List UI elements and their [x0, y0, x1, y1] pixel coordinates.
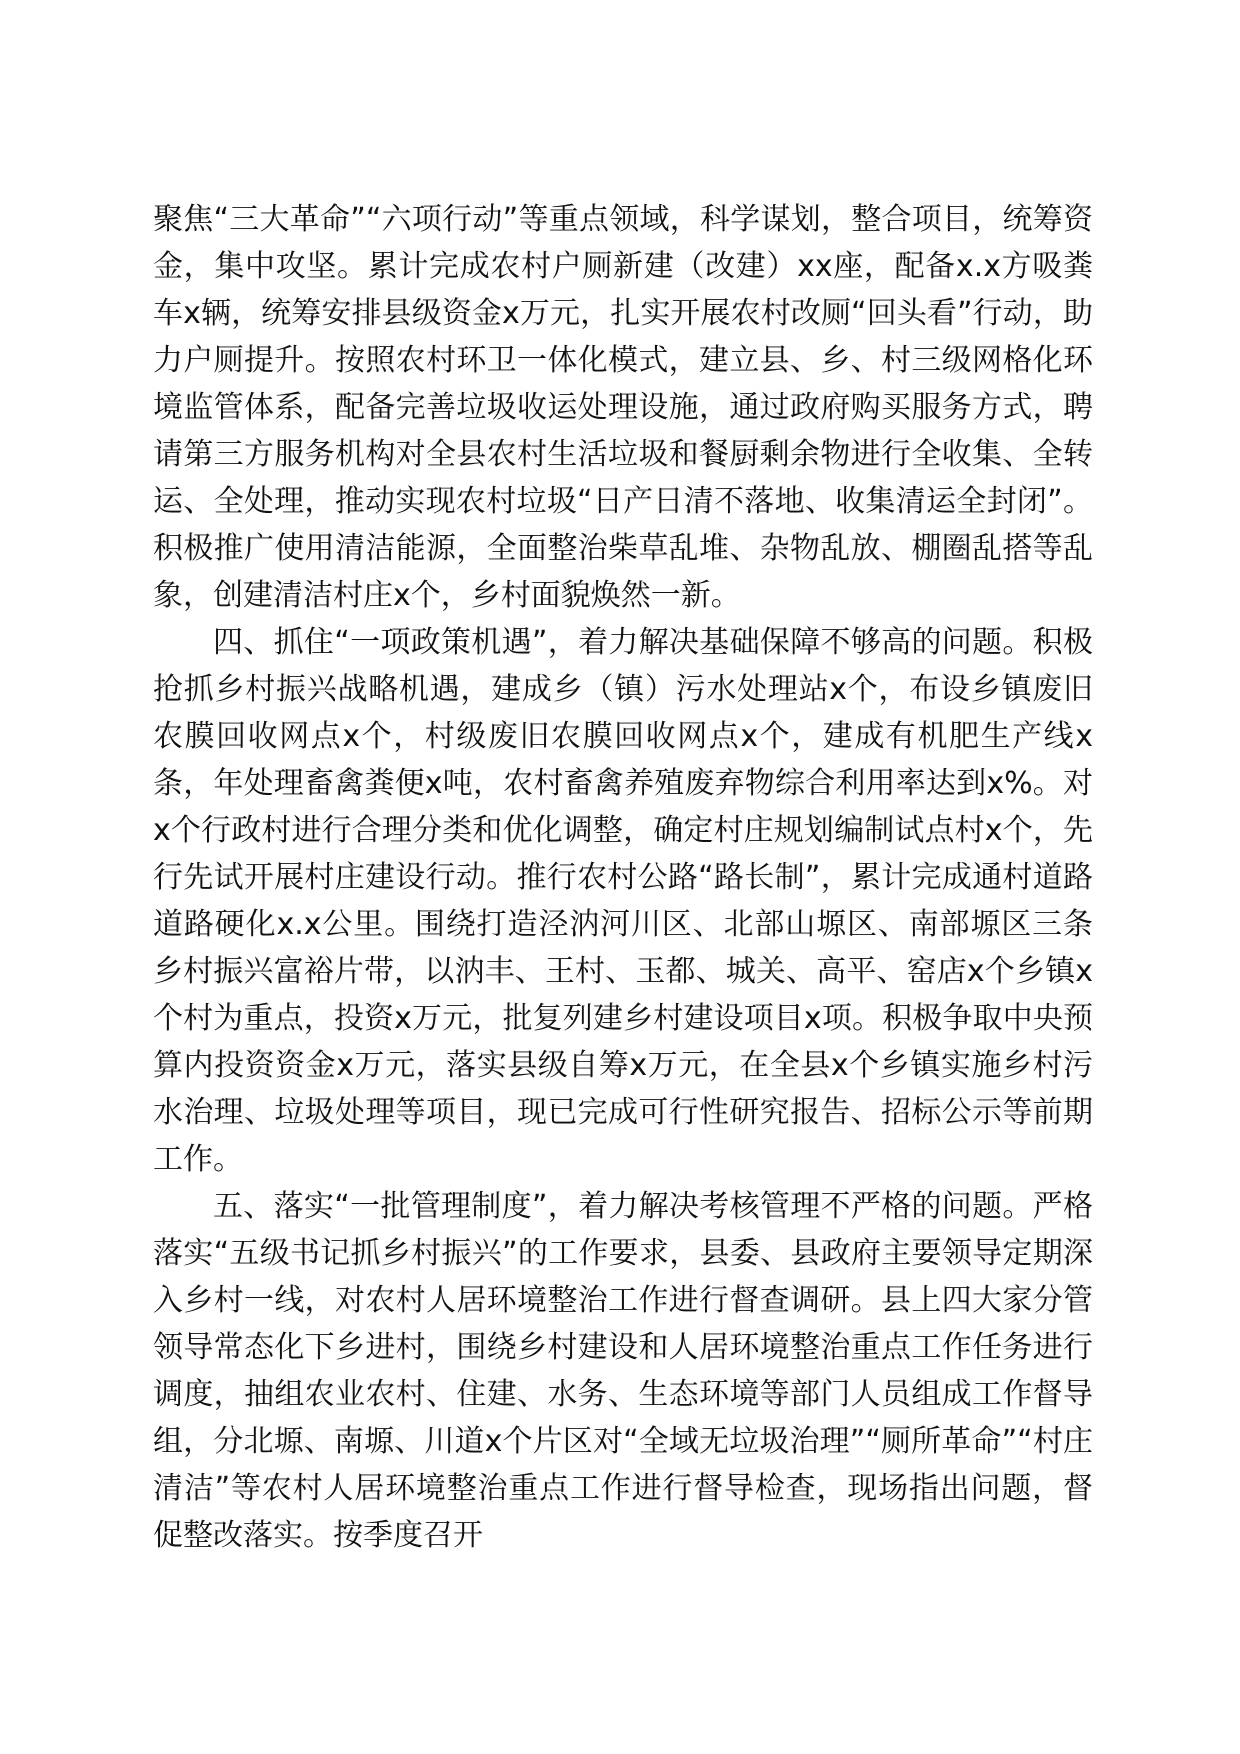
paragraph-section-five: 五、落实“一批管理制度”，着力解决考核管理不严格的问题。严格落实“五级书记抓乡村振兴”的工作要求，县委、县政府主要领导定期深入乡村一线，对农村人居环境整治工作进行督查调研。县上四大家分管领导常态化下乡进村，围绕乡村建设和人居环境整治重点工作任务进行调度，抽组农业农村、住建、水务、生态环境等部门人员组成工作督导组，分北塬、南塬、川道x个片区对“全域无垃圾治理”“厕所革命”“村庄清洁”等农村人居环境整治重点工作进行督导检查，现场指出问题，督促整改落实。按季度召开	[153, 1189, 1093, 1553]
paragraph-continuation: 聚焦“三大革命”“六项行动”等重点领域，科学谋划，整合项目，统筹资金，集中攻坚。累计完成农村户厕新建（改建）xx座，配备x.x方吸粪车x辆，统筹安排县级资金x万元，扎实开展农村改厕“回头看”行动，助力户厕提升。按照农村环卫一体化模式，建立县、乡、村三级网格化环境监管体系，配备完善垃圾收运处理设施，通过政府购买服务方式，聘请第三方服务机构对全县农村生活垃圾和餐厨剩余物进行全收集、全转运、全处理，推动实现农村垃圾“日产日清不落地、收集清运全封闭”。积极推广使用清洁能源，全面整治柴草乱堆、杂物乱放、棚圈乱搭等乱象，创建清洁村庄x个，乡村面貌焕然一新。	[153, 202, 1093, 613]
paragraph-section-four: 四、抓住“一项政策机遇”，着力解决基础保障不够高的问题。积极抢抓乡村振兴战略机遇，建成乡（镇）污水处理站x个，布设乡镇废旧农膜回收网点x个，村级废旧农膜回收网点x个，建成有机肥生产线x条，年处理畜禽粪便x吨，农村畜禽养殖废弃物综合利用率达到x%。对x个行政村进行合理分类和优化调整，确定村庄规划编制试点村x个，先行先试开展村庄建设行动。推行农村公路“路长制”，累计完成通村道路道路硬化x.x公里。围绕打造泾汭河川区、北部山塬区、南部塬区三条乡村振兴富裕片带，以汭丰、王村、玉都、城关、高平、窑店x个乡镇x个村为重点，投资x万元，批复列建乡村建设项目x项。积极争取中央预算内投资资金x万元，落实县级自筹x万元，在全县x个乡镇实施乡村污水治理、垃圾处理等项目，现已完成可行性研究报告、招标公示等前期工作。	[153, 625, 1093, 1177]
document-page	[153, 196, 1093, 1559]
